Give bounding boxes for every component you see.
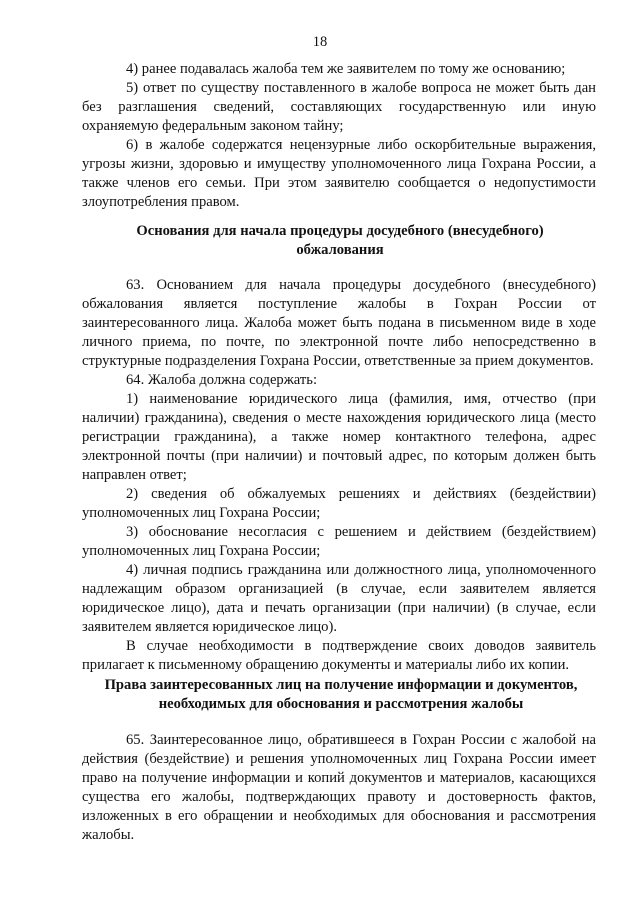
paragraph-65: 65. Заинтересованное лицо, обратившееся в Гохран России с жалобой на действия (бездействие) и решения уполномоченных лиц Гохрана России имеет право на получение информации и копий документов и материалов, касающихся существа его жалобы, подтверждающих правоту и достоверность фактов, изложенных в его обращении и необходимых для обоснования и рассмотрения жалобы.	[82, 732, 596, 843]
list-item: 3) обоснование несогласия с решением и действием (бездействием) уполномоченных лиц Гохрана России;	[82, 524, 596, 559]
section-heading-information-rights: Права заинтересованных лиц на получение информации и документов, необходимых для обоснования и рассмотрения жалобы	[104, 677, 578, 712]
list-item: 2) сведения об обжалуемых решениях и действиях (бездействии) уполномоченных лиц Гохрана России;	[82, 486, 596, 521]
paragraph-64: 64. Жалоба должна содержать:	[126, 372, 317, 388]
complaint-refusal-grounds-list	[82, 60, 596, 212]
information-rights-section	[82, 731, 596, 845]
appeal-grounds-section	[82, 276, 596, 675]
page-number: 18	[312, 34, 328, 50]
list-item: 5) ответ по существу поставленного в жалобе вопроса не может быть дан без разглашения сведений, составляющих государственную или иную охраняемую федеральным законом тайну;	[82, 80, 596, 134]
paragraph-63: 63. Основанием для начала процедуры досудебного (внесудебного) обжалования является поступление жалобы в Гохран России от заинтересованного лица. Жалоба может быть подана в письменном виде в ходе личного приема, по почте, по электронной почте либо непосредственно в структурные подразделения Гохрана России, ответственные за прием документов.	[82, 277, 596, 369]
list-item: 4) ранее подавалась жалоба тем же заявителем по тому же основанию;	[126, 61, 566, 77]
list-item: 1) наименование юридического лица (фамилия, имя, отчество (при наличии) гражданина), сведения о месте нахождения юридического лица (место регистрации гражданина), а также номер контактного телефона, адрес электронной почты (при наличии) и почтовый адрес, по которым должен быть направлен ответ;	[82, 391, 596, 483]
paragraph-attachments: В случае необходимости в подтверждение своих доводов заявитель прилагает к письменному обращению документы и материалы либо их копии.	[82, 638, 596, 673]
list-item: 4) личная подпись гражданина или должностного лица, уполномоченного надлежащим образом организацией (в случае, если заявителем является юридическое лицо), дата и печать организации (при наличии) (в случае, если заявителем является юридическое лицо).	[82, 562, 596, 635]
section-heading-appeal-grounds: Основания для начала процедуры досудебного (внесудебного) обжалования	[136, 223, 544, 258]
list-item: 6) в жалобе содержатся нецензурные либо оскорбительные выражения, угрозы жизни, здоровью и имуществу уполномоченного лица Гохрана России, а также членов его семьи. При этом заявителю сообщается о недопустимости злоупотребления правом.	[82, 137, 596, 210]
